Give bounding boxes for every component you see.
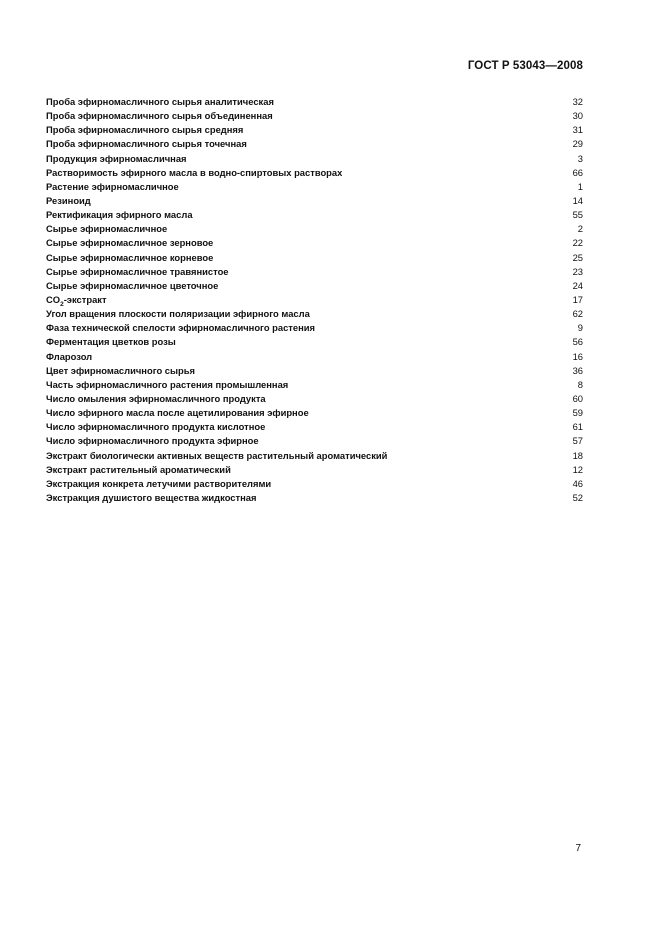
index-page-ref: 9 — [577, 322, 583, 334]
index-entry — [46, 208, 583, 222]
index-term: Проба эфирномасличного сырья объединенная — [46, 110, 273, 122]
index-entry — [46, 109, 583, 123]
term-suffix: -экстракт — [63, 293, 107, 305]
index-entry — [46, 251, 583, 265]
index-entry — [46, 123, 583, 137]
index-page-ref: 18 — [572, 449, 583, 461]
index-entry — [46, 392, 583, 406]
index-term: Резиноид — [46, 194, 91, 206]
standard-code-header: ГОСТ Р 53043—2008 — [467, 60, 583, 72]
index-term: Ректификация эфирного масла — [46, 209, 193, 221]
index-page-ref: 55 — [572, 209, 583, 221]
index-term: Сырье эфирномасличное корневое — [46, 251, 214, 263]
index-term: Фларозол — [46, 350, 93, 362]
index-page-ref: 31 — [572, 124, 583, 136]
index-term: Угол вращения плоскости поляризации эфирного масла — [46, 308, 310, 320]
index-entry — [46, 350, 583, 364]
index-entry — [46, 449, 583, 463]
index-page-ref: 61 — [572, 421, 583, 433]
index-entry — [46, 293, 583, 307]
index-page-ref: 60 — [572, 392, 583, 404]
index-term: Фаза технической спелости эфирномасличного растения — [46, 322, 316, 334]
index-page-ref: 57 — [572, 435, 583, 447]
index-term: Число омыления эфирномасличного продукта — [46, 392, 266, 404]
index-term: Проба эфирномасличного сырья точечная — [46, 138, 247, 150]
alphabetical-term-index — [46, 95, 583, 505]
index-term-co2-extract — [46, 293, 107, 307]
index-term: Проба эфирномасличного сырья средняя — [46, 124, 244, 136]
index-term: Число эфирномасличного продукта кислотное — [46, 421, 266, 433]
index-page-ref: 30 — [572, 110, 583, 122]
index-page-ref: 66 — [572, 166, 583, 178]
index-page-ref: 3 — [577, 152, 583, 164]
index-page-ref: 12 — [572, 463, 583, 475]
index-page-ref: 23 — [572, 265, 583, 277]
index-page-ref: 17 — [572, 293, 583, 305]
index-entry — [46, 180, 583, 194]
index-term: Сырье эфирномасличное цветочное — [46, 279, 219, 291]
index-page-ref: 56 — [572, 336, 583, 348]
index-term: Сырье эфирномасличное — [46, 223, 168, 235]
index-term: Цвет эфирномасличного сырья — [46, 364, 195, 376]
index-term: Экстракция конкрета летучими растворителями — [46, 477, 272, 489]
index-entry — [46, 95, 583, 109]
index-entry — [46, 222, 583, 236]
index-page-ref: 62 — [572, 308, 583, 320]
index-entry — [46, 378, 583, 392]
index-entry — [46, 194, 583, 208]
index-entry — [46, 279, 583, 293]
index-term: Часть эфирномасличного растения промышленная — [46, 378, 289, 390]
index-page-ref: 24 — [572, 279, 583, 291]
index-term: Продукция эфирномасличная — [46, 152, 187, 164]
index-page-ref: 2 — [577, 223, 583, 235]
index-page-ref: 46 — [572, 477, 583, 489]
index-page-ref: 29 — [572, 138, 583, 150]
index-page-ref: 22 — [572, 237, 583, 249]
index-page-ref: 14 — [572, 194, 583, 206]
index-page-ref: 36 — [572, 364, 583, 376]
index-term: Экстракт растительный ароматический — [46, 463, 231, 475]
index-term: Проба эфирномасличного сырья аналитическая — [46, 96, 274, 107]
index-term: Экстракт биологически активных веществ растительный ароматический — [46, 449, 388, 461]
index-term: Сырье эфирномасличное зерновое — [46, 237, 214, 249]
index-page-ref: 32 — [572, 96, 583, 107]
index-entry — [46, 420, 583, 434]
index-page-ref: 59 — [572, 407, 583, 419]
index-term: Сырье эфирномасличное травянистое — [46, 265, 229, 277]
index-term: Растворимость эфирного масла в водно-спиртовых растворах — [46, 166, 343, 178]
index-term: Ферментация цветков розы — [46, 336, 176, 348]
index-entry — [46, 265, 583, 279]
index-entry — [46, 434, 583, 448]
index-term: Растение эфирномасличное — [46, 180, 179, 192]
index-entry — [46, 152, 583, 166]
index-entry — [46, 321, 583, 335]
index-page-ref: 52 — [572, 491, 583, 503]
index-page-ref: 16 — [572, 350, 583, 362]
index-page-ref: 8 — [577, 378, 583, 390]
index-entry — [46, 406, 583, 420]
index-term: Экстракция душистого вещества жидкостная — [46, 491, 257, 503]
term-subscript: 2 — [60, 300, 64, 308]
index-entry — [46, 335, 583, 349]
index-term: Число эфирного масла после ацетилирования эфирное — [46, 407, 309, 419]
index-entry — [46, 477, 583, 491]
index-entry — [46, 491, 583, 505]
index-page-ref: 1 — [577, 180, 583, 192]
index-entry — [46, 137, 583, 151]
index-page-ref: 25 — [572, 251, 583, 263]
index-entry — [46, 463, 583, 477]
index-entry — [46, 236, 583, 250]
term-prefix: CO — [46, 293, 61, 305]
index-entry — [46, 364, 583, 378]
index-entry — [46, 166, 583, 180]
index-term: Число эфирномасличного продукта эфирное — [46, 435, 259, 447]
page-number: 7 — [575, 843, 581, 854]
index-entry — [46, 307, 583, 321]
